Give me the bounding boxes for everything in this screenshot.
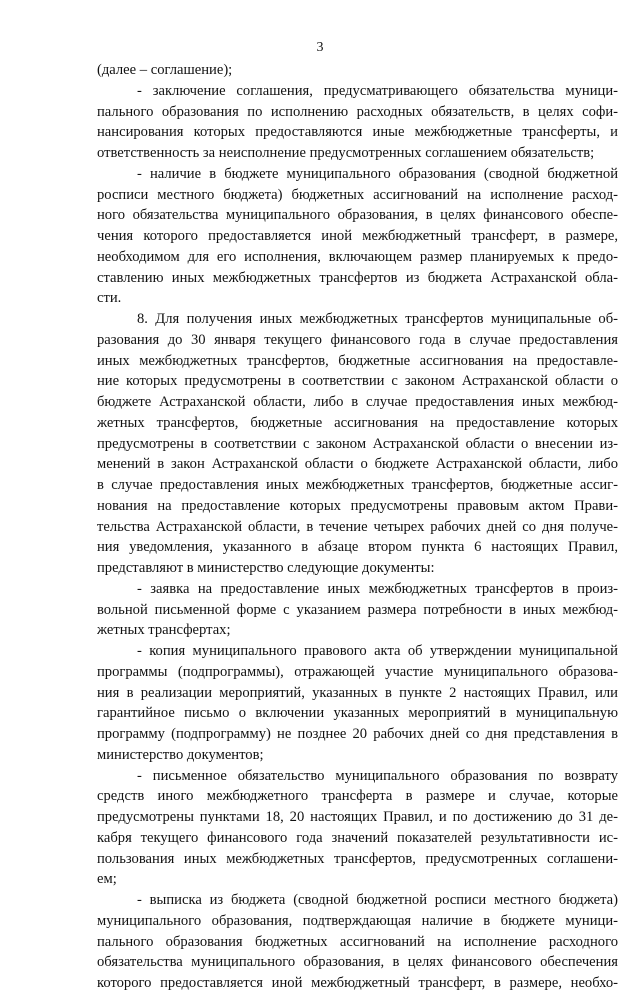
text-line: менений в закон Астраханской области о бюджете Астраханской области, либо: [97, 456, 618, 473]
text-line: 8. Для получения иных межбюджетных трансфертов муниципальные об-: [137, 311, 618, 327]
text-line: представляют в министерство следующие документы:: [97, 560, 435, 576]
text-line: разования до 30 января текущего финансового года в случае предоставления: [97, 331, 618, 348]
text-line: пального образования бюджетных ассигнований на исполнение расходного: [97, 933, 618, 950]
text-line: программу (подпрограмму) не позднее 20 рабочих дней со дня представления в: [97, 726, 618, 742]
text-line: кабря текущего финансового года значений показателей результативности ис-: [97, 829, 618, 846]
text-line: - выписка из бюджета (сводной бюджетной росписи местного бюджета): [137, 892, 618, 908]
text-line: нансирования которых предоставляются иные межбюджетные трансферты, и: [97, 124, 618, 141]
text-line: иных межбюджетных трансфертов, бюджетные ассигнования на предоставле-: [97, 352, 618, 369]
text-line: вольной письменной форме с указанием размера потребности в иных межбюд-: [97, 601, 618, 618]
text-line: ставлению иных межбюджетных трансфертов из бюджета Астраханской обла-: [97, 269, 618, 286]
text-line: жетных трансфертах;: [97, 622, 231, 639]
text-line: - копия муниципального правового акта об утверждении муниципальной: [137, 643, 618, 659]
text-line: средств иного межбюджетного трансферта в размере и случае, которые: [97, 788, 618, 805]
text-line: ем;: [97, 871, 117, 888]
text-line: жетных трансфертов, бюджетные ассигнования на предоставление которых: [97, 414, 618, 431]
text-line: ние которых предусмотрены в соответствии с законом Астраханской области о: [97, 373, 618, 390]
text-line: - заявка на предоставление иных межбюджетных трансфертов в произ-: [137, 580, 618, 597]
text-line: ния в реализации мероприятий, указанных в пункте 2 настоящих Правил, или: [97, 684, 618, 701]
text-line: программы (подпрограммы), отражающей участие муниципального образова-: [97, 663, 618, 680]
text-line: ответственность за неисполнение предусмотренных соглашением обязательств;: [97, 145, 595, 161]
page-number: 3: [316, 40, 324, 55]
text-line: - наличие в бюджете муниципального образования (сводной бюджетной: [137, 165, 618, 182]
text-line: - письменное обязательство муниципального образования по возврату: [137, 767, 618, 784]
body-text: [97, 60, 618, 994]
text-line: министерство документов;: [97, 746, 264, 763]
text-line: чения которого предоставляется иной межбюджетный трансферт, в размере,: [97, 228, 618, 244]
text-line: росписи местного бюджета) бюджетных ассигнований на исполнение расход-: [97, 186, 618, 203]
text-line: гарантийное письмо о включении указанных мероприятий в муниципальную: [97, 705, 618, 722]
text-line: - заключение соглашения, предусматривающего обязательства муници-: [137, 82, 618, 99]
text-line: муниципального образования, подтверждающая наличие в бюджете муници-: [97, 912, 618, 929]
text-line: нования на предоставление которых предусмотрены правовым актом Прави-: [97, 497, 618, 514]
text-line: пользования иных межбюджетных трансфертов, предусмотренных соглашени-: [97, 850, 618, 867]
text-line: предусмотрены пунктами 18, 20 настоящих Правил, и по достижению до 31 де-: [97, 809, 618, 825]
text-line: которого предоставляется иной межбюджетный трансферт, в размере, необхо-: [97, 975, 618, 991]
text-line: обязательства муниципального образования, в целях финансового обеспечения: [97, 954, 618, 971]
text-line: пального образования по исполнению расходных обязательств, в целях софи-: [97, 103, 618, 120]
text-line: предусмотрены в соответствии с законом Астраханской области о внесении из-: [97, 435, 618, 452]
text-line: ния уведомления, указанного в абзаце втором пункта 6 настоящих Правил,: [97, 539, 618, 556]
text-line: бюджете Астраханской области, либо в случае предоставления иных межбюд-: [97, 394, 618, 410]
text-line: (далее – соглашение);: [97, 62, 233, 78]
text-line: тельства Астраханской области, в течение четырех рабочих дней со дня получе-: [97, 518, 618, 535]
text-line: необходимом для его исполнения, включающем размер планируемых к предо-: [97, 248, 618, 265]
text-line: в случае предоставления иных межбюджетных трансфертов, бюджетные ассиг-: [97, 477, 618, 493]
text-line: сти.: [97, 290, 122, 307]
text-line: ного обязательства муниципального образования, в целях финансового обеспе-: [97, 207, 618, 224]
